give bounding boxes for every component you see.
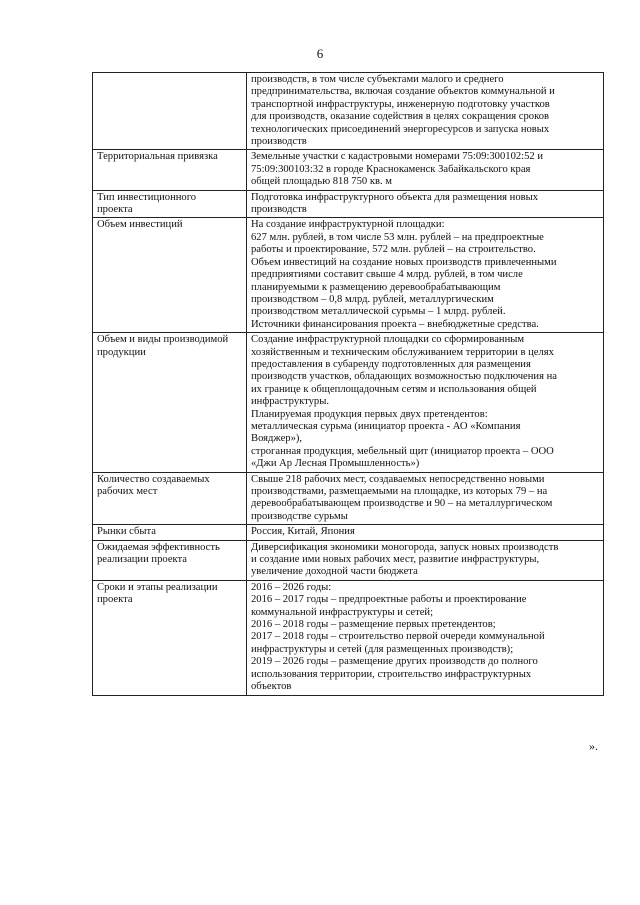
row-label-line: Тип инвестиционного (97, 191, 197, 203)
row-value-cell (247, 190, 604, 218)
row-value-line: предприятиями составит свыше 4 млрд. рублей, в том числе (251, 269, 523, 281)
row-value-cell (247, 333, 604, 472)
row-value-cell (247, 218, 604, 333)
table-row (93, 333, 604, 472)
row-label-cell (93, 333, 247, 472)
row-label-line: Сроки и этапы реализации (97, 581, 218, 593)
row-label-line: Ожидаемая эффективность (97, 541, 220, 553)
row-value-line: Создание инфраструктурной площадки со сформированным (251, 334, 525, 346)
row-label-line: продукции (97, 346, 146, 358)
row-value-line: 75:09:300103:32 в городе Краснокаменск Забайкальского края (251, 163, 531, 175)
project-passport-table (92, 72, 604, 696)
row-value-line: 2016 – 2018 годы – размещение первых претендентов; (251, 619, 496, 631)
row-value-line: технологических присоединений энергоресурсов и запуска новых (251, 123, 550, 135)
row-value-line: общей площадью 818 750 кв. м (251, 176, 392, 188)
table-row (93, 218, 604, 333)
row-value-line: объектов (251, 681, 292, 693)
row-value-line: работы и проектирование, 572 млн. рублей – на строительство. (251, 244, 536, 256)
table-row (93, 150, 604, 190)
row-value-line: 2017 – 2018 годы – строительство первой очереди коммунальной (251, 631, 545, 643)
row-value-line: Россия, Китай, Япония (251, 526, 355, 538)
row-label-line: Количество создаваемых (97, 473, 210, 485)
row-value-line: инфраструктуры и сетей (для размещенных производств); (251, 643, 514, 655)
row-value-line: производстве сурьмы (251, 510, 348, 522)
row-label-cell (93, 150, 247, 190)
row-value-line: Диверсификация экономики моногорода, запуск новых производств (251, 541, 559, 553)
row-value-line: производств, в том числе субъектами малого и среднего (251, 74, 504, 85)
row-value-line: хозяйственным и техническим обслуживанием территории в целях (251, 346, 554, 358)
row-value-line: их границе к общеплощадочным сетям и использования общей (251, 383, 537, 395)
row-label-cell (93, 190, 247, 218)
row-value-line: На создание инфраструктурной площадки: (251, 219, 445, 231)
row-value-line: коммунальной инфраструктуры и сетей; (251, 606, 434, 618)
row-value-line: 2019 – 2026 годы – размещение других производств до полного (251, 656, 538, 668)
row-label-cell (93, 580, 247, 695)
row-value-cell (247, 540, 604, 580)
row-value-line: Вояджер»), (251, 433, 303, 445)
row-label-cell (93, 525, 247, 540)
row-value-line: Планируемая продукция первых двух претендентов: (251, 408, 488, 420)
row-value-cell (247, 525, 604, 540)
table-row (93, 525, 604, 540)
table-row (93, 580, 604, 695)
row-label-line: Рынки сбыта (97, 526, 156, 538)
row-value-cell (247, 580, 604, 695)
row-label-line: проекта (97, 204, 133, 216)
row-label-cell (93, 472, 247, 525)
row-value-line: Объем инвестиций на создание новых производств привлеченными (251, 256, 557, 268)
row-value-line: Подготовка инфраструктурного объекта для размещения новых (251, 191, 539, 203)
table-row (93, 190, 604, 218)
row-value-line: производствами, размещаемыми на площадке, из которых 79 – на (251, 486, 548, 497)
row-label-line: Объем инвестиций (97, 219, 183, 231)
row-value-line: 2016 – 2017 годы – предпроектные работы и проектирование (251, 594, 527, 606)
row-label-line: рабочих мест (97, 486, 158, 497)
closing-quote-mark: ». (589, 739, 598, 753)
row-value-line: металлическая сурьма (инициатор проекта - АО «Компания (251, 420, 521, 432)
row-label-line: Территориальная привязка (97, 151, 218, 163)
row-label-cell (93, 218, 247, 333)
row-value-line: Земельные участки с кадастровыми номерами 75:09:300102:52 и (251, 151, 544, 163)
row-value-line: использования территории, строительство инфраструктурных (251, 668, 532, 680)
row-value-line: планируемыми к размещению деревообрабатывающим (251, 281, 501, 293)
table-row (93, 472, 604, 525)
row-value-line: и создание ими новых рабочих мест, развитие инфраструктуры, (251, 554, 540, 566)
row-value-line: предоставления в субаренду подготовленных для размещения (251, 358, 531, 370)
row-value-cell (247, 472, 604, 525)
row-value-line: деревообрабатывающем производстве и 90 – на металлургическом (251, 498, 553, 510)
row-value-line: производством – 0,8 млрд. рублей, металлургическим (251, 293, 494, 305)
row-label-line: проекта (97, 594, 133, 606)
row-value-line: «Джи Ар Лесная Промышленность») (251, 458, 420, 470)
row-value-cell (247, 73, 604, 150)
page-number: 6 (316, 46, 324, 61)
row-value-line: производством металлической сурьмы – 1 млрд. рублей. (251, 306, 506, 318)
table-row (93, 540, 604, 580)
row-label-line: реализации проекта (97, 554, 187, 566)
row-value-line: инфраструктуры. (251, 396, 329, 408)
row-label-cell (93, 540, 247, 580)
row-value-line: транспортной инфраструктуры, инженерную подготовку участков (251, 98, 550, 110)
table-row (93, 73, 604, 150)
row-value-line: предпринимательства, включая создание объектов коммунальной и (251, 86, 555, 98)
row-value-line: 627 млн. рублей, в том числе 53 млн. рублей – на предпроектные (251, 231, 544, 243)
row-value-line: производств (251, 136, 307, 148)
row-label-cell (93, 73, 247, 150)
row-value-line: строганная продукция, мебельный щит (инициатор проекта – ООО (251, 445, 554, 457)
row-value-line: производств (251, 204, 307, 216)
row-label-line: Объем и виды производимой (97, 334, 229, 346)
row-value-line: производств участков, обладающих возможностью подключения на (251, 371, 557, 383)
row-value-line: увеличение доходной части бюджета (251, 566, 418, 578)
row-value-line: 2016 – 2026 годы: (251, 581, 332, 593)
row-value-line: Источники финансирования проекта – внебюджетные средства. (251, 318, 539, 330)
row-value-line: Свыше 218 рабочих мест, создаваемых непосредственно новыми (251, 473, 545, 485)
row-value-line: для производств, оказание содействия в целях сокращения сроков (251, 111, 549, 123)
table-body (93, 73, 604, 696)
row-value-cell (247, 150, 604, 190)
